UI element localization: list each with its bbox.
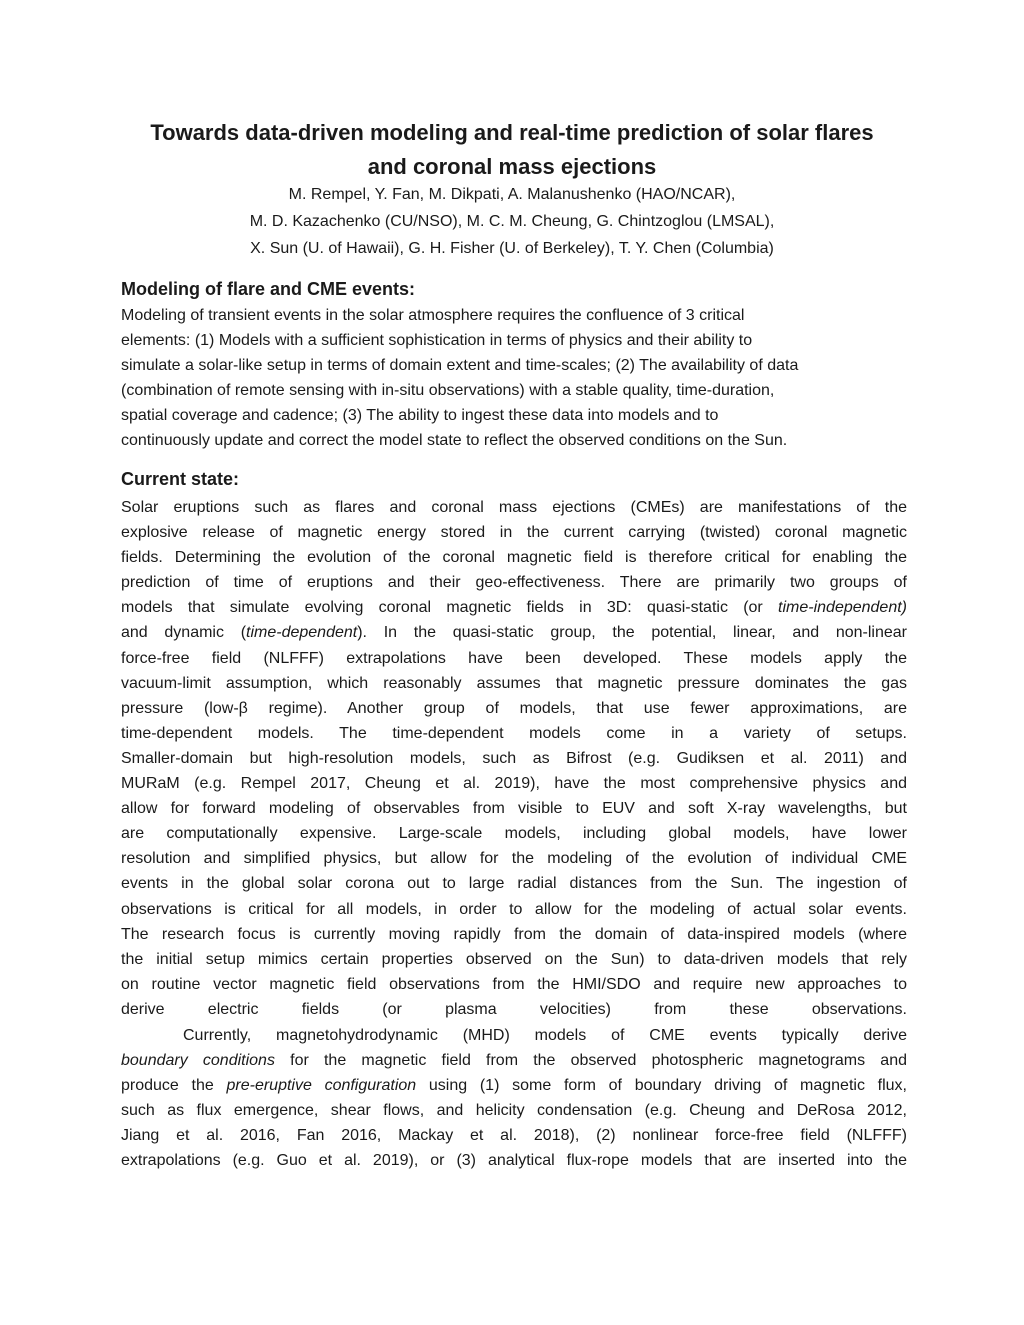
text-line: events in the global solar corona out to large radial distances from the Sun. The ingestion of <box>121 875 907 893</box>
text-segment: models that simulate evolving coronal magnetic fields in 3D: quasi-static (or <box>121 599 779 617</box>
text-emphasis: pre-eruptive configuration <box>226 1077 417 1095</box>
text-emphasis: time-independent) <box>778 599 907 617</box>
title-line-2: and coronal mass ejections <box>367 154 657 179</box>
section-heading-modeling: Modeling of flare and CME events: <box>121 279 416 299</box>
title-line-1: Towards data-driven modeling and real-time prediction of solar flares <box>150 120 874 145</box>
text-line: are computationally expensive. Large-scale models, including global models, have lower <box>121 825 907 843</box>
paragraph-currently <box>121 1023 907 1174</box>
text-line: derive electric fields (or plasma velocities) from these observations. <box>121 1000 907 1018</box>
text-line: resolution and simplified physics, but allow for the modeling of the evolution of individual CME <box>121 850 907 868</box>
text-line: extrapolations (e.g. Guo et al. 2019), or (3) analytical flux-rope models that are inserted into the <box>121 1152 907 1170</box>
text-line: prediction of time of eruptions and their geo-effectiveness. There are primarily two groups of <box>121 574 907 592</box>
text-line <box>121 1073 907 1098</box>
section-heading-current-state: Current state: <box>121 469 240 489</box>
author-line-1: M. Rempel, Y. Fan, M. Dikpati, A. Malanushenko (HAO/NCAR), <box>288 186 736 203</box>
text-segment: and dynamic ( <box>121 624 247 642</box>
text-line: vacuum-limit assumption, which reasonably assumes that magnetic pressure dominates the gas <box>121 674 907 692</box>
text-emphasis: time-dependent <box>246 624 358 642</box>
text-line: pressure (low-β regime). Another group of models, that use fewer approximations, are <box>121 699 907 717</box>
text-line: Currently, magnetohydrodynamic (MHD) models of CME events typically derive <box>183 1027 907 1044</box>
text-line: simulate a solar-like setup in terms of domain extent and time-scales; (2) The availability of data <box>121 357 799 375</box>
text-segment: produce the <box>121 1077 227 1095</box>
text-line: (combination of remote sensing with in-situ observations) with a stable quality, time-duration, <box>121 382 775 400</box>
text-line: fields. Determining the evolution of the coronal magnetic field is therefore critical for enabling the <box>121 549 907 567</box>
text-line: Smaller-domain but high-resolution models, such as Bifrost (e.g. Gudiksen et al. 2011) and <box>121 749 907 767</box>
text-line <box>121 1048 907 1073</box>
text-line: Solar eruptions such as flares and coronal mass ejections (CMEs) are manifestations of the <box>121 499 907 516</box>
text-segment: using (1) some form of boundary driving of magnetic flux, <box>416 1077 908 1095</box>
text-emphasis: boundary conditions <box>121 1052 275 1070</box>
text-line: The research focus is currently moving rapidly from the domain of data-inspired models (where <box>121 925 907 943</box>
text-line: elements: (1) Models with a sufficient sophistication in terms of physics and their ability to <box>121 332 753 350</box>
text-line: the initial setup mimics certain properties observed on the Sun) to data-driven models that rely <box>121 950 907 968</box>
paragraph-modeling <box>121 303 907 454</box>
text-line: allow for forward modeling of observables from visible to EUV and soft X-ray wavelengths, but <box>121 800 907 818</box>
paragraph-current-state <box>121 495 907 1022</box>
text-line: Modeling of transient events in the solar atmosphere requires the confluence of 3 critical <box>121 307 745 324</box>
author-line-3: X. Sun (U. of Hawaii), G. H. Fisher (U. of Berkeley), T. Y. Chen (Columbia) <box>250 240 774 257</box>
text-line: time-dependent models. The time-dependent models come in a variety of setups. <box>121 724 907 742</box>
text-segment: ). In the quasi-static group, the potential, linear, and non-linear <box>357 624 907 642</box>
text-line: explosive release of magnetic energy stored in the current carrying (twisted) coronal magnetic <box>121 524 907 542</box>
text-segment: for the magnetic field from the observed photospheric magnetograms and <box>274 1052 908 1070</box>
paper-title <box>100 116 924 184</box>
author-line-2: M. D. Kazachenko (CU/NSO), M. C. M. Cheung, G. Chintzoglou (LMSAL), <box>249 213 775 230</box>
text-line: observations is critical for all models, in order to allow for the modeling of actual solar events. <box>121 900 907 918</box>
text-line: MURaM (e.g. Rempel 2017, Cheung et al. 2019), have the most comprehensive physics and <box>121 775 907 793</box>
author-list <box>100 181 924 262</box>
text-line: Jiang et al. 2016, Fan 2016, Mackay et al. 2018), (2) nonlinear force-free field (NLFFF) <box>121 1127 907 1145</box>
text-line: spatial coverage and cadence; (3) The ability to ingest these data into models and to <box>121 407 719 425</box>
text-line <box>121 620 907 645</box>
text-line: force-free field (NLFFF) extrapolations have been developed. These models apply the <box>121 649 907 667</box>
text-line <box>121 595 907 620</box>
text-line: continuously update and correct the model state to reflect the observed conditions on the Sun. <box>121 432 788 450</box>
text-line: on routine vector magnetic field observations from the HMI/SDO and require new approaches to <box>121 975 907 993</box>
text-line: such as flux emergence, shear flows, and helicity condensation (e.g. Cheung and DeRosa 2012, <box>121 1102 907 1120</box>
